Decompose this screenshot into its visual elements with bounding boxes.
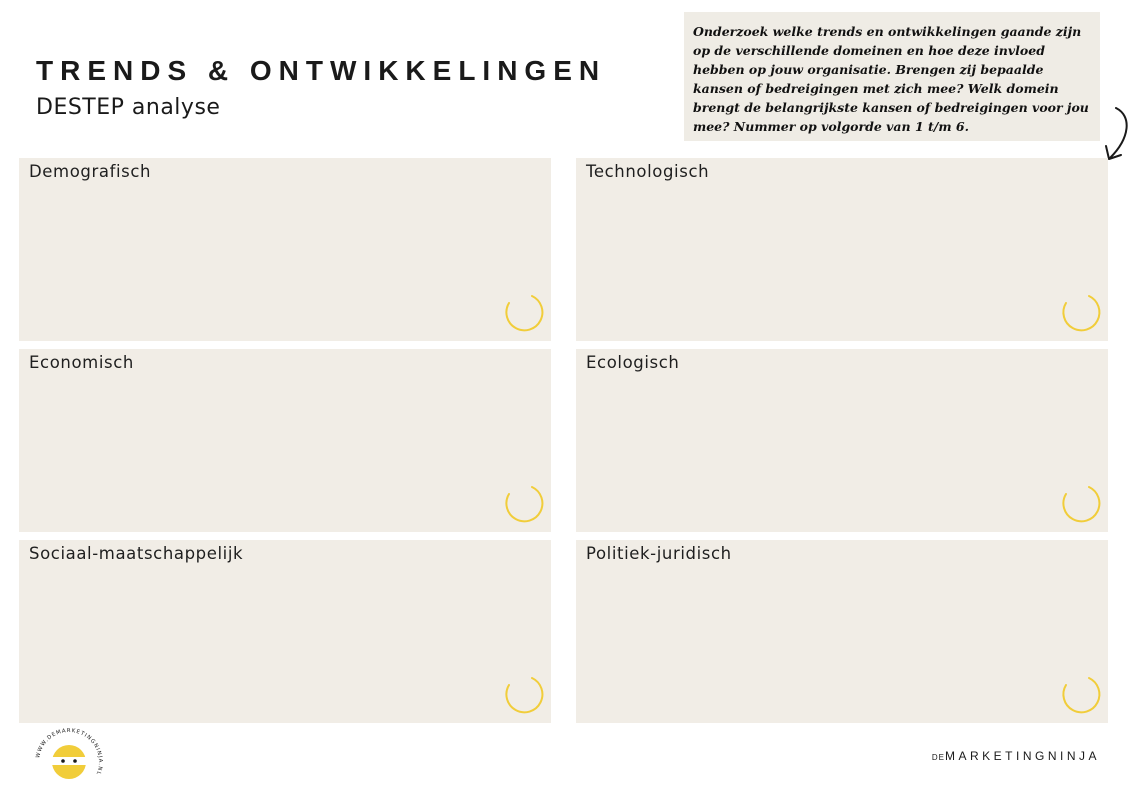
ranking-circle-icon[interactable] <box>1059 291 1103 335</box>
instruction-note: Onderzoek welke trends en ontwikkelingen gaande zijn op de verschillende domeinen en hoe deze invloed hebben op jouw organisatie. Brengen zij bepaalde kansen of bedreigingen met zich mee? Welk domein brengt de belangrijkste kansen of bedreigingen voor jou mee? Nummer op volgorde van 1 t/m 6. <box>684 12 1100 141</box>
ninja-eye-left <box>61 759 65 763</box>
ranking-circle-icon[interactable] <box>1059 673 1103 717</box>
brand-name: MARKETINGNINJA <box>944 749 1100 763</box>
ninja-mask-band <box>52 757 86 765</box>
domain-label: Technologisch <box>586 162 710 181</box>
brand-wordmark <box>932 749 1100 763</box>
ranking-circle-icon[interactable] <box>502 291 546 335</box>
domain-label: Politiek-juridisch <box>586 544 732 563</box>
page-title: TRENDS & ONTWIKKELINGEN <box>36 55 607 86</box>
page-subtitle: DESTEP analyse <box>36 95 221 120</box>
domain-box-sociaal-maatschappelijk[interactable] <box>19 540 551 723</box>
ranking-circle-icon[interactable] <box>502 482 546 526</box>
ninja-eye-right <box>73 759 77 763</box>
domain-label: Demografisch <box>29 162 152 181</box>
ninja-logo-badge <box>29 726 109 792</box>
brand-prefix: DE <box>931 753 945 762</box>
domain-box-demografisch[interactable] <box>19 158 551 341</box>
domain-box-ecologisch[interactable] <box>576 349 1108 532</box>
domain-label: Ecologisch <box>586 353 680 372</box>
badge-url-text: WWW.DEMARKETINGNINJA.NL <box>35 727 104 777</box>
domain-label: Economisch <box>29 353 134 372</box>
ranking-circle-icon[interactable] <box>1059 482 1103 526</box>
ranking-circle-icon[interactable] <box>502 673 546 717</box>
curved-arrow-icon <box>1100 104 1134 164</box>
domain-box-economisch[interactable] <box>19 349 551 532</box>
domain-box-politiek-juridisch[interactable] <box>576 540 1108 723</box>
domain-label: Sociaal-maatschappelijk <box>29 544 244 563</box>
domain-box-technologisch[interactable] <box>576 158 1108 341</box>
